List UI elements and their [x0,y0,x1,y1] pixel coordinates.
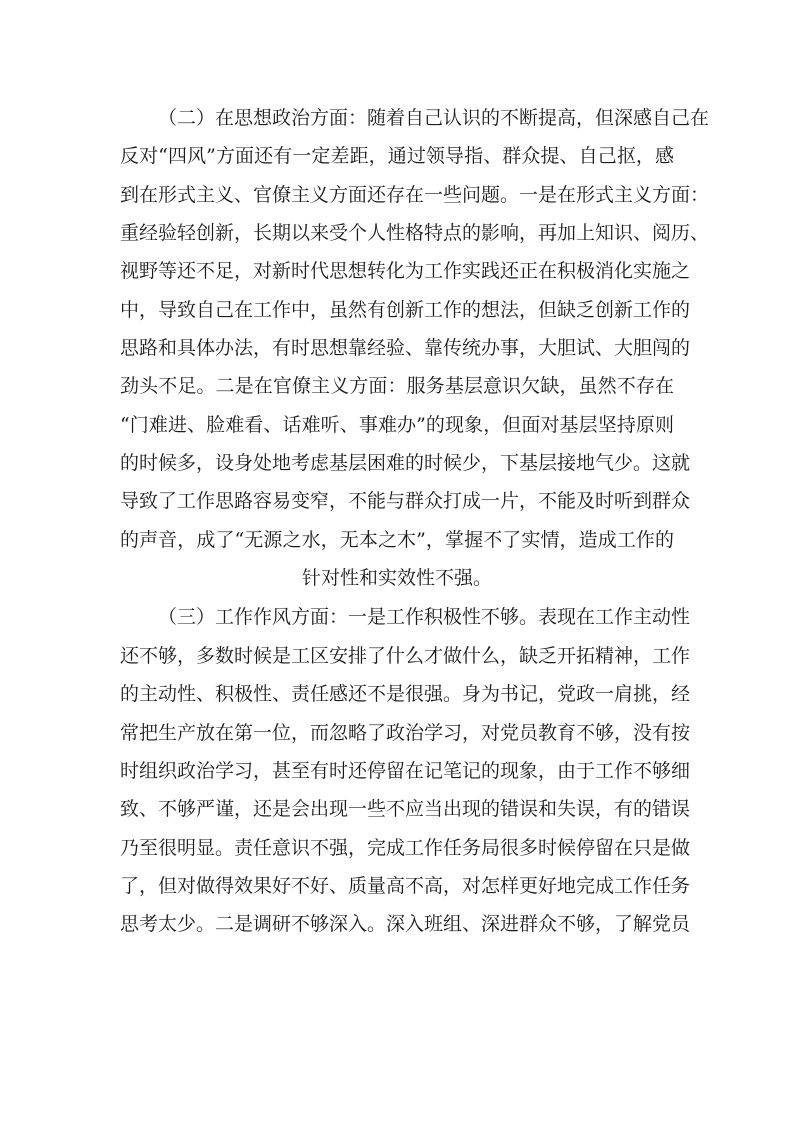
paragraph-2-line-7: 思路和具体办法，有时思想靠经验、靠传统办事，大胆试、大胆闯的 [120,337,691,359]
paragraph-2-line-10: 的时候多，设身处地考虑基层困难的时候少，下基层接地气少。这就 [120,452,691,474]
paragraph-3-line-1: （三）工作作风方面：一是工作积极性不够。表现在工作主动性 [158,606,691,628]
paragraph-2-line-12: 的声音，成了“无源之水，无本之木”，掌握不了实情，造成工作的 [120,529,674,551]
paragraph-3-line-8: 了，但对做得效果好不好、质量高不高，对怎样更好地完成工作任务 [120,875,691,897]
paragraph-2-line-9: “门难进、脸难看、话难听、事难办”的现象，但面对基层坚持原则 [120,414,674,436]
paragraph-2-line-3: 到在形式主义、官僚主义方面还存在一些问题。一是在形式主义方面： [120,184,710,206]
paragraph-3-line-5: 时组织政治学习，甚至有时还停留在记笔记的现象，由于工作不够细 [120,760,691,782]
paragraph-2-line-2: 反对“四风”方面还有一定差距，通过领导指、群众提、自己抠，感 [120,145,674,167]
paragraph-3-line-3: 的主动性、积极性、责任感还不是很强。身为书记，党政一肩挑，经 [120,683,691,705]
paragraph-3-line-4: 常把生产放在第一位，而忽略了政治学习，对党员教育不够，没有按 [120,722,691,744]
paragraph-3-line-2: 还不够，多数时候是工区安排了什么才做什么，缺乏开拓精神，工作 [120,645,691,667]
paragraph-2-line-8: 劲头不足。二是在官僚主义方面：服务基层意识欠缺，虽然不存在 [120,375,674,397]
paragraph-3-line-9: 思考太少。二是调研不够深入。深入班组、深进群众不够，了解党员 [120,913,691,935]
paragraph-2-line-11: 导致了工作思路容易变窄，不能与群众打成一片，不能及时听到群众 [120,490,691,512]
paragraph-2-line-5: 视野等还不足，对新时代思想转化为工作实践还正在积极消化实施之 [120,260,691,282]
paragraph-2-line-13: 针对性和实效性不强。 [301,567,492,589]
paragraph-2-line-1: （二）在思想政治方面：随着自己认识的不断提高，但深感自己在 [158,107,710,129]
paragraph-2-line-6: 中，导致自己在工作中，虽然有创新工作的想法，但缺乏创新工作的 [120,299,691,321]
paragraph-2-line-4: 重经验轻创新，长期以来受个人性格特点的影响，再加上知识、阅历、 [120,222,710,244]
paragraph-3-line-7: 乃至很明显。责任意识不强，完成工作任务局很多时候停留在只是做 [120,837,691,859]
paragraph-3-line-6: 致、不够严谨，还是会出现一些不应当出现的错误和失误，有的错误 [120,798,691,820]
